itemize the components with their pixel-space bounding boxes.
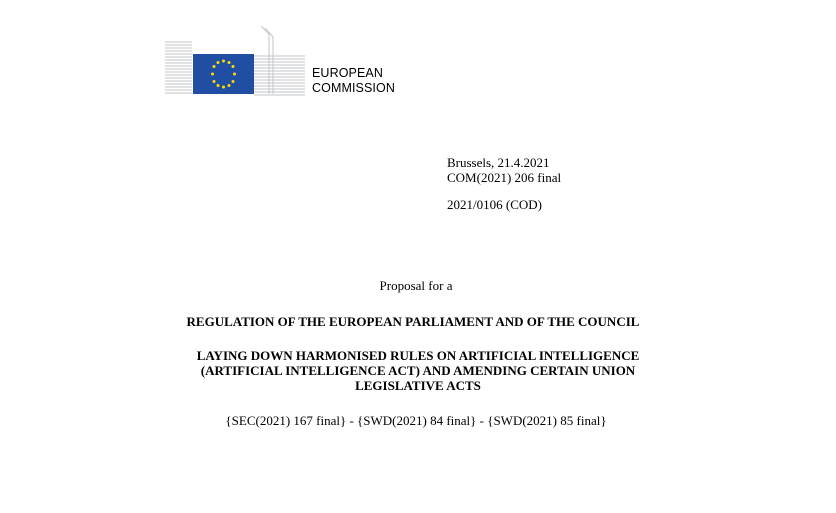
city-and-date: Brussels, 21.4.2021 — [447, 155, 550, 170]
related-documents: {SEC(2021) 167 final} - {SWD(2021) 84 final} - {SWD(2021) 85 final} — [225, 413, 607, 428]
organization-name — [312, 66, 395, 96]
regulation-subject-line-1: LAYING DOWN HARMONISED RULES ON ARTIFICIAL INTELLIGENCE — [196, 348, 640, 363]
building-lines-left — [165, 42, 192, 93]
regulation-title: REGULATION OF THE EUROPEAN PARLIAMENT AND OF THE COUNCIL — [186, 314, 640, 329]
document-reference: COM(2021) 206 final — [447, 170, 562, 185]
regulation-subject-line-3: LEGISLATIVE ACTS — [355, 378, 481, 393]
regulation-subject — [0, 348, 836, 393]
organization-name-line-2: COMMISSION — [312, 81, 395, 95]
organization-name-line-1: EUROPEAN — [312, 66, 383, 80]
european-commission-logo — [165, 26, 305, 96]
building-lines-right — [254, 26, 305, 95]
procedure-number: 2021/0106 (COD) — [447, 197, 542, 212]
regulation-subject-line-2: (ARTIFICIAL INTELLIGENCE ACT) AND AMENDING CERTAIN UNION — [200, 363, 636, 378]
proposal-label: Proposal for a — [379, 278, 453, 293]
